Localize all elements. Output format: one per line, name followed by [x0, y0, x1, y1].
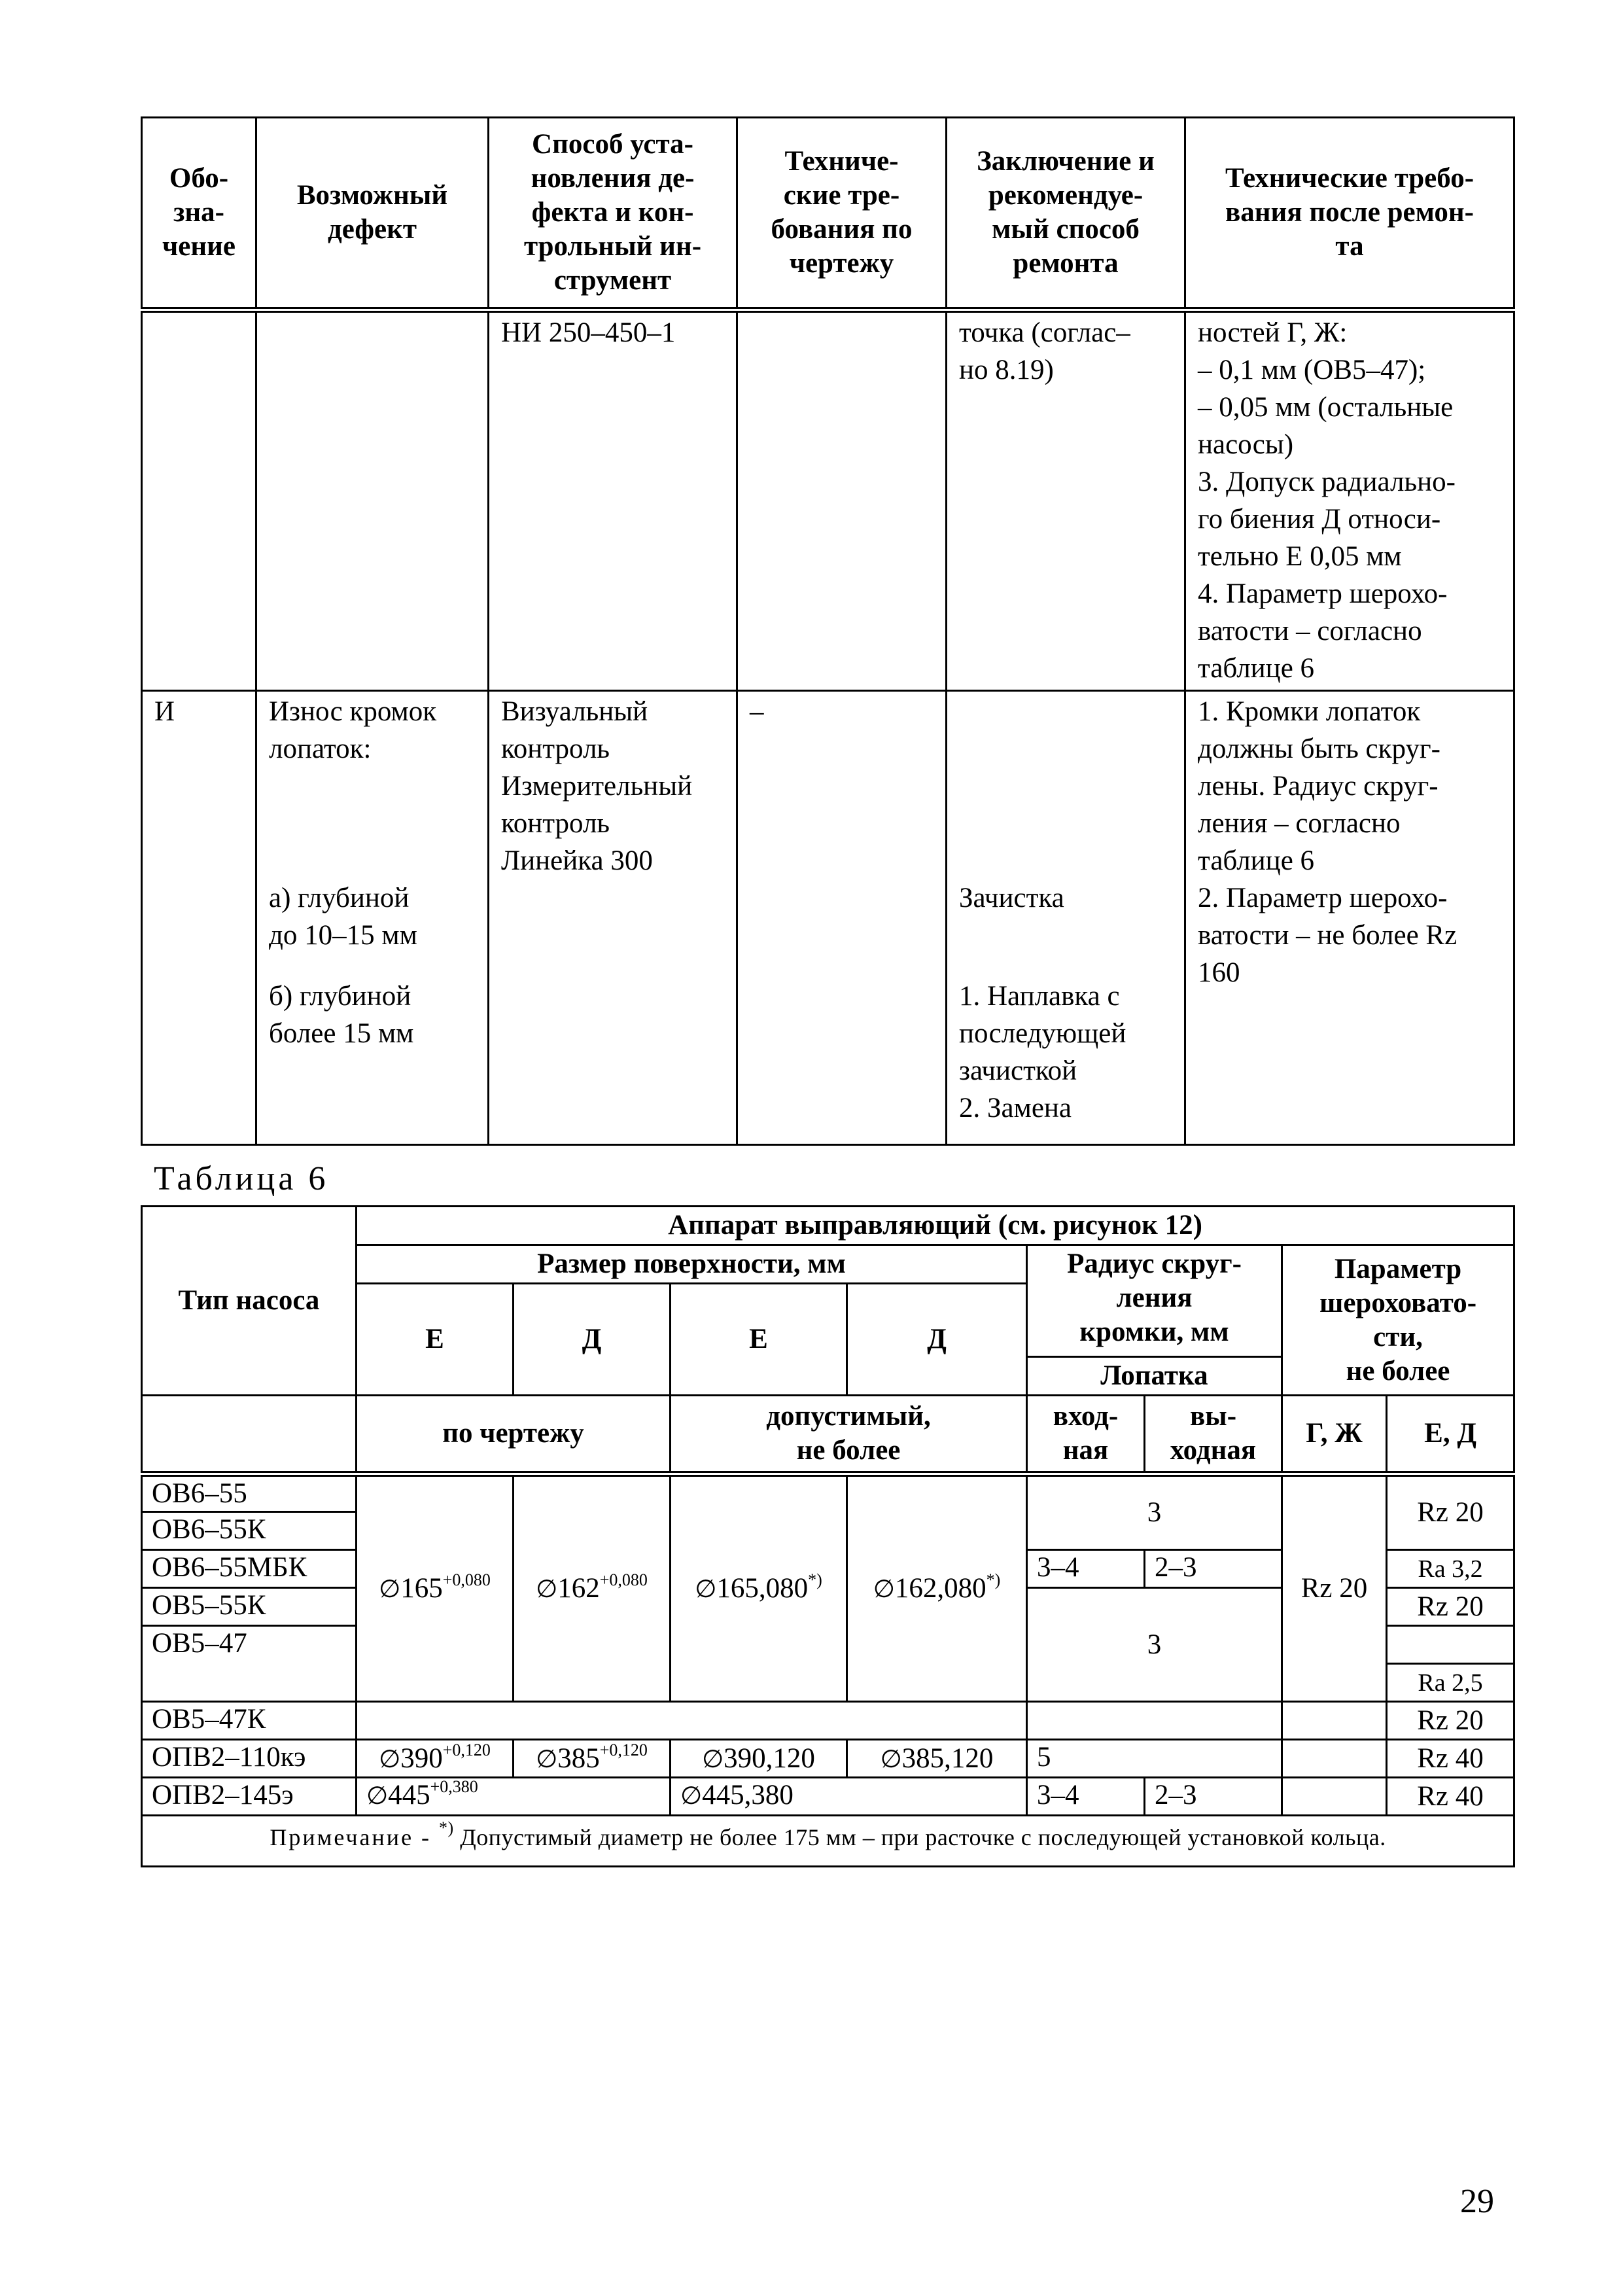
- D-allowed: ∅385,120: [847, 1740, 1027, 1778]
- header-D: Д: [847, 1284, 1027, 1396]
- header-radius: Радиус скруг- ления кромки, мм: [1027, 1245, 1282, 1357]
- pump-type: ОВ6–55: [142, 1474, 357, 1512]
- header-ED: Е, Д: [1387, 1396, 1514, 1474]
- header-outlet: вы- ходная: [1145, 1396, 1282, 1474]
- header-row: [142, 1207, 1514, 1245]
- E-allowed: ∅445,380: [671, 1778, 1027, 1816]
- E-by-drawing: $\emptyset 445^{+0,380}$: [357, 1778, 671, 1816]
- radius-value: 5: [1027, 1740, 1282, 1778]
- header-inlet: вход- ная: [1027, 1396, 1145, 1474]
- cell-designation: И: [142, 691, 256, 1145]
- D-allowed: ∅162,080*): [847, 1474, 1027, 1702]
- header-defect: Возможный дефект: [256, 118, 489, 310]
- E-by-drawing: $\emptyset 165^{+0,080}$: [357, 1474, 514, 1702]
- table-row: [142, 1740, 1514, 1778]
- pump-type: ОВ6–55К: [142, 1512, 357, 1550]
- pump-type: ОВ5–47: [142, 1626, 357, 1664]
- defects-table-header-row: [142, 118, 1514, 310]
- E-allowed: ∅165,080*): [671, 1474, 847, 1702]
- roughness-ED-empty: [1387, 1626, 1514, 1664]
- empty-cell: [357, 1702, 1027, 1740]
- radius-value: 3: [1027, 1474, 1282, 1550]
- cell-method: Визуальный контроль Измерительный контроль Линейка 300: [489, 691, 737, 1145]
- roughness-ED: Rz 40: [1387, 1740, 1514, 1778]
- pump-type-cont: [142, 1664, 357, 1702]
- cell-requirements: –: [737, 691, 947, 1145]
- header-pump-type: Тип насоса: [142, 1207, 357, 1396]
- header-D: Д: [514, 1284, 671, 1396]
- cell-designation: [142, 310, 256, 691]
- radius-inlet: 3–4: [1027, 1778, 1145, 1816]
- pump-type: ОВ5–47К: [142, 1702, 357, 1740]
- cell-defect: [256, 310, 489, 691]
- cell-after-repair: ностей Г, Ж: – 0,1 мм (ОВ5–47); – 0,05 мм (остальные насосы) 3. Допуск радиально- го биения Д относи- тельно Е 0,05 мм 4. Параметр шерохо- ватости – согласно таблице 6: [1185, 310, 1514, 691]
- header-blade: Лопатка: [1027, 1357, 1282, 1396]
- roughness-GZh-empty: [1282, 1740, 1387, 1778]
- roughness-ED: Rz 20: [1387, 1702, 1514, 1740]
- header-allowed: допустимый, не более: [671, 1396, 1027, 1474]
- table6-caption: Таблица 6: [154, 1160, 329, 1197]
- cell-requirements: [737, 310, 947, 691]
- cell-defect: Износ кромок лопаток: а) глубиной до 10–15 мм б) глубиной более 15 мм: [256, 691, 489, 1145]
- cell-conclusion: Зачистка 1. Наплавка с последующей зачисткой 2. Замена: [947, 691, 1185, 1145]
- cell-conclusion: точка (соглас– но 8.19): [947, 310, 1185, 691]
- header-apparatus: Аппарат выправляющий (см. рисунок 12): [357, 1207, 1514, 1245]
- radius-value: 3: [1027, 1588, 1282, 1702]
- D-by-drawing: $\emptyset 385^{+0,120}$: [514, 1740, 671, 1778]
- radius-outlet: 2–3: [1145, 1550, 1282, 1588]
- header-E: Е: [357, 1284, 514, 1396]
- header-GZh: Г, Ж: [1282, 1396, 1387, 1474]
- pump-type: ОВ6–55МБК: [142, 1550, 357, 1588]
- table-row: [142, 1778, 1514, 1816]
- empty-cell: [1027, 1702, 1282, 1740]
- straightening-apparatus-table: [141, 1205, 1515, 1867]
- roughness-ED: Ra 3,2: [1387, 1550, 1514, 1588]
- header-E: Е: [671, 1284, 847, 1396]
- empty-cell: [1282, 1702, 1387, 1740]
- roughness-ED: Ra 2,5: [1387, 1664, 1514, 1702]
- pump-type: ОВ5–55К: [142, 1588, 357, 1626]
- D-by-drawing: $\emptyset 162^{+0,080}$: [514, 1474, 671, 1702]
- header-pump-type-cont: [142, 1396, 357, 1474]
- pump-type: ОПВ2–110кэ: [142, 1740, 357, 1778]
- header-roughness: Параметр шероховато- сти, не более: [1282, 1245, 1514, 1396]
- radius-inlet: 3–4: [1027, 1550, 1145, 1588]
- pump-type: ОПВ2–145э: [142, 1778, 357, 1816]
- header-designation: Обо- зна- чение: [142, 118, 256, 310]
- note-row: [142, 1816, 1514, 1867]
- header-after-repair: Технические требо- вания после ремон- та: [1185, 118, 1514, 310]
- header-requirements: Техниче- ские тре- бования по чертежу: [737, 118, 947, 310]
- header-by-drawing: по чертежу: [357, 1396, 671, 1474]
- E-allowed: ∅390,120: [671, 1740, 847, 1778]
- header-surface-size: Размер поверхности, мм: [357, 1245, 1027, 1284]
- roughness-ED: Rz 20: [1387, 1474, 1514, 1550]
- header-row: [142, 1396, 1514, 1474]
- header-method: Способ уста- новления де- фекта и кон- трольный ин- струмент: [489, 118, 737, 310]
- page-number: 29: [1460, 2183, 1494, 2220]
- table-row: [142, 691, 1514, 1145]
- E-by-drawing: $\emptyset 390^{+0,120}$: [357, 1740, 514, 1778]
- cell-after-repair: 1. Кромки лопаток должны быть скруг- лены. Радиус скруг- ления – согласно таблице 6 2. Параметр шерохо- ватости – не более Rz 160: [1185, 691, 1514, 1145]
- table-note: Примечание - *) Допустимый диаметр не более 175 мм – при расточке с последующей установкой кольца.: [142, 1816, 1514, 1867]
- roughness-ED: Rz 20: [1387, 1588, 1514, 1626]
- table-row: [142, 1474, 1514, 1512]
- header-conclusion: Заключение и рекомендуе- мый способ ремонта: [947, 118, 1185, 310]
- defects-table: [141, 116, 1515, 1146]
- table-row: [142, 310, 1514, 691]
- table-row: [142, 1702, 1514, 1740]
- cell-method: НИ 250–450–1: [489, 310, 737, 691]
- roughness-ED: Rz 40: [1387, 1778, 1514, 1816]
- roughness-GZh: Rz 20: [1282, 1474, 1387, 1702]
- roughness-GZh-empty: [1282, 1778, 1387, 1816]
- radius-outlet: 2–3: [1145, 1778, 1282, 1816]
